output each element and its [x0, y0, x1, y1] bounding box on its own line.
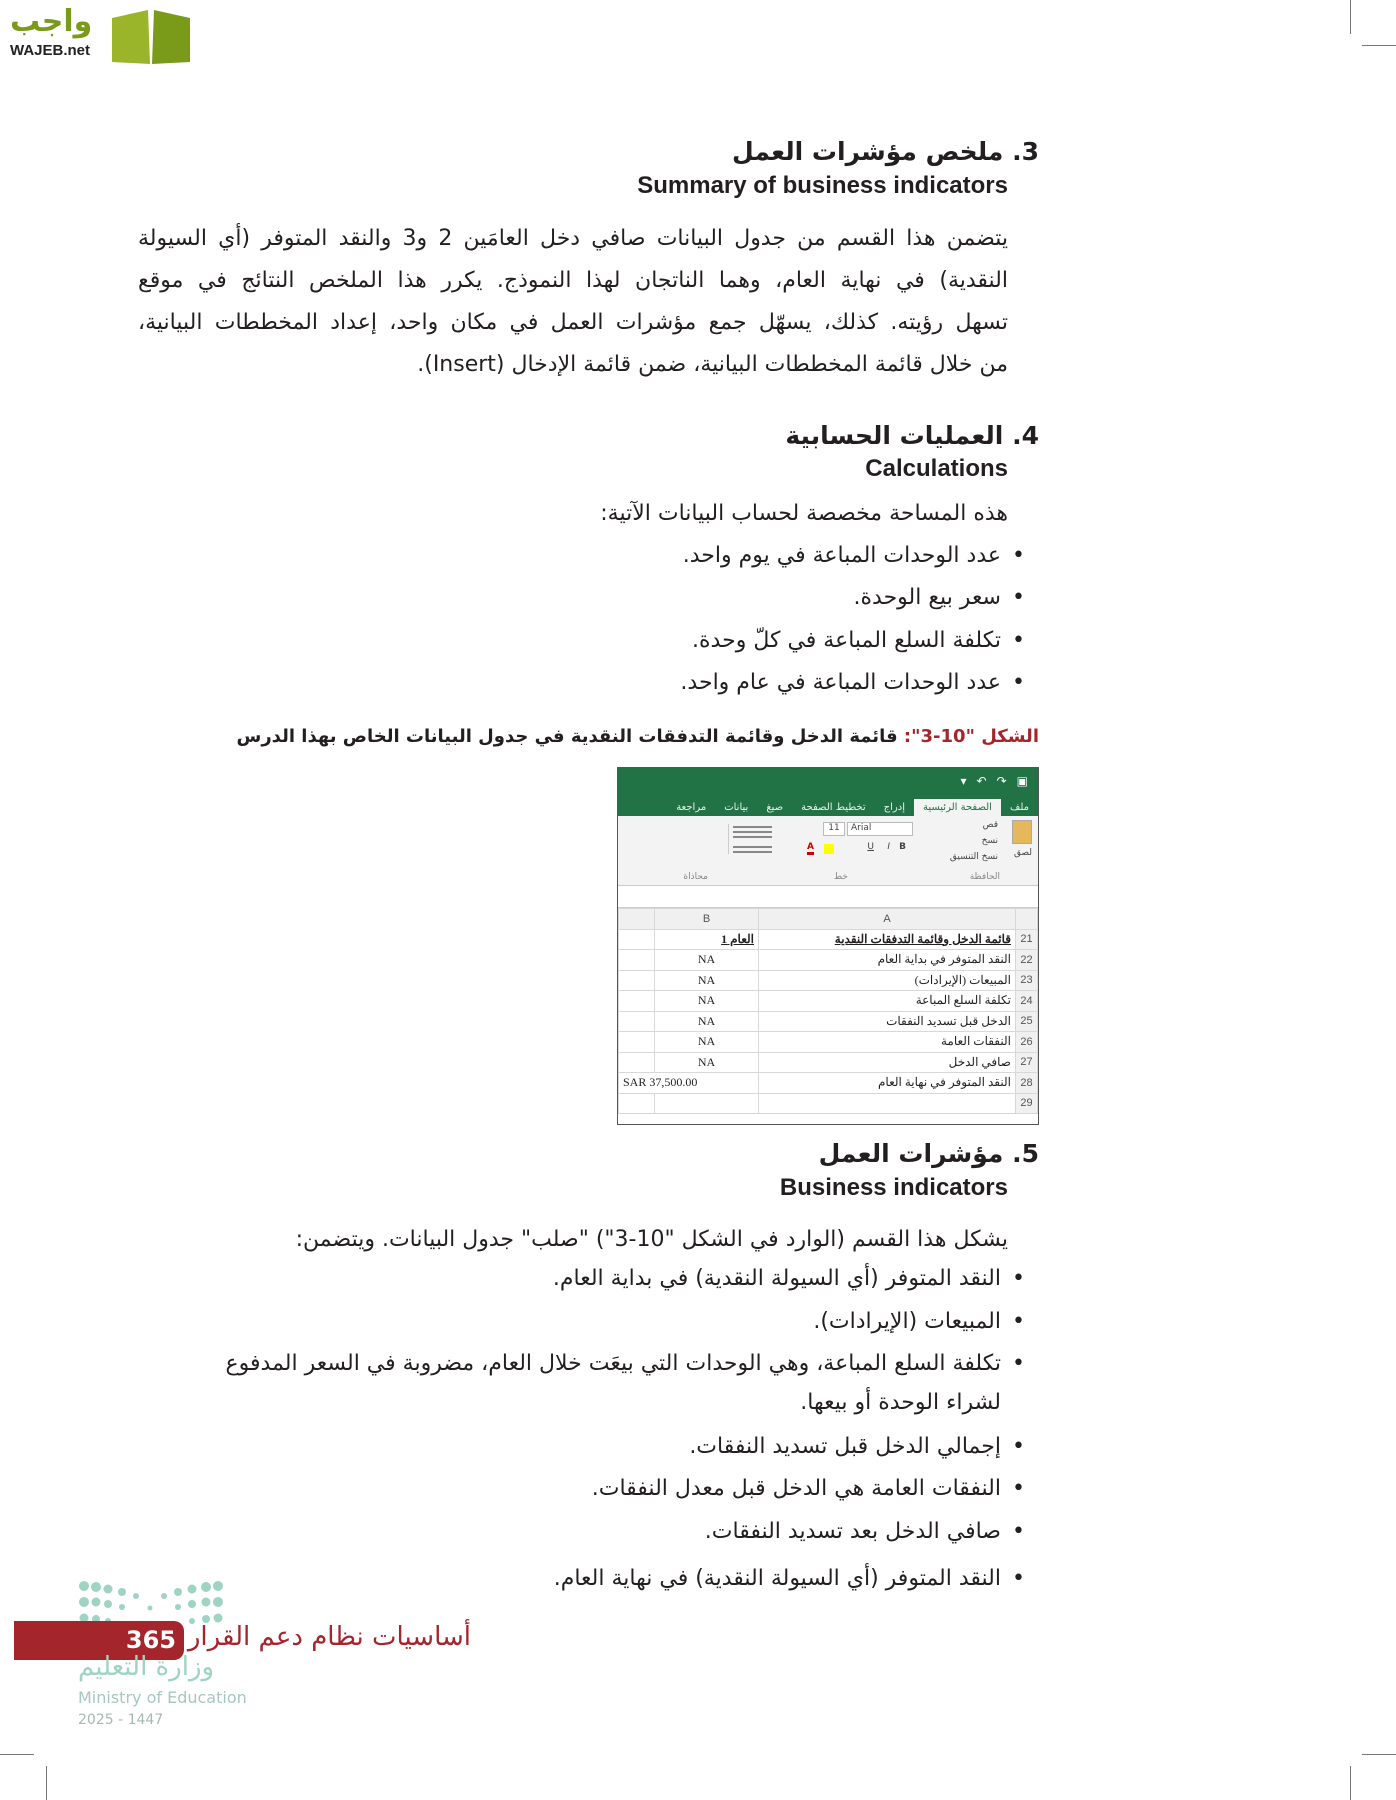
list-item: • صافي الدخل بعد تسديد النفقات. [705, 1519, 1001, 1544]
ribbon-home [618, 816, 1038, 886]
cell-b[interactable]: NA [655, 1032, 759, 1053]
crop-mark [46, 1766, 47, 1800]
cell-b[interactable]: NA [655, 1011, 759, 1032]
font-size-select[interactable]: 11 [823, 822, 845, 836]
save-icon[interactable]: ▣ [1016, 774, 1028, 788]
font-color-icon[interactable]: A [807, 842, 814, 855]
cell-b[interactable]: NA [655, 970, 759, 991]
underline-button[interactable]: U [867, 842, 874, 852]
section4-intro: هذه المساحة مخصصة لحساب البيانات الآتية: [600, 501, 1008, 526]
cell-b[interactable]: NA [655, 991, 759, 1012]
paragraph-line: النقدية) في نهاية العام، وهما الناتجان لهذا النموذج. يكرر هذا الملخص النتائج في موقع [138, 268, 1008, 293]
ministry-name-ar: وزارة التعليم [78, 1652, 215, 1682]
table-row [619, 970, 1038, 991]
list-item: • عدد الوحدات المباعة في عام واحد. [680, 670, 1001, 695]
column-header-a[interactable]: A [759, 909, 1016, 930]
caption-text: قائمة الدخل وقائمة التدفقات النقدية في جدول البيانات الخاص بهذا الدرس [236, 726, 898, 747]
bold-button[interactable]: B [899, 842, 906, 852]
edition-year: 2025 - 1447 [78, 1712, 164, 1728]
cell-a[interactable]: الدخل قبل تسديد النفقات [759, 1011, 1016, 1032]
italic-button[interactable]: I [887, 842, 890, 852]
tab-page-layout[interactable]: تخطيط الصفحة [801, 802, 866, 813]
logo-arabic: واجب [10, 4, 93, 39]
row-number: 29 [1016, 1093, 1038, 1114]
section5-title-ar: 5. مؤشرات العمل [818, 1139, 1039, 1168]
cell-a[interactable]: النفقات العامة [759, 1032, 1016, 1053]
cell-b[interactable] [655, 1093, 759, 1114]
ribbon-tabs [618, 794, 1038, 816]
list-item: • النفقات العامة هي الدخل قبل معدل النفقات. [592, 1476, 1001, 1501]
list-item: • النقد المتوفر (أي السيولة النقدية) في نهاية العام. [554, 1566, 1001, 1591]
paragraph-line: تسهل رؤيته. كذلك، يسهّل جمع مؤشرات العمل في مكان واحد، إعداد المخططات البيانية، [138, 310, 1008, 335]
cell-a[interactable]: صافي الدخل [759, 1052, 1016, 1073]
figure-caption [236, 726, 1039, 747]
tab-insert[interactable]: إدراج [883, 802, 905, 813]
formula-bar[interactable] [618, 886, 1038, 908]
format-painter-button[interactable]: نسخ التنسيق [949, 852, 998, 862]
copy-button[interactable]: نسخ [981, 836, 998, 846]
tab-review[interactable]: مراجعة [676, 802, 707, 813]
tab-formulas[interactable]: صيغ [766, 802, 784, 813]
list-item: • تكلفة السلع المباعة في كلّ وحدة. [692, 628, 1001, 653]
logo-english: WAJEB.net [10, 42, 91, 59]
section4-title-ar: 4. العمليات الحسابية [785, 421, 1039, 450]
row-number: 27 [1016, 1052, 1038, 1073]
cell-a[interactable]: قائمة الدخل وقائمة التدفقات النقدية [759, 929, 1016, 950]
quick-access-toolbar [618, 768, 1038, 794]
list-item: • إجمالي الدخل قبل تسديد النفقات. [689, 1434, 1001, 1459]
crop-mark [1362, 1754, 1396, 1755]
section3-title-ar: 3. ملخص مؤشرات العمل [732, 137, 1039, 166]
row-number: 26 [1016, 1032, 1038, 1053]
table-row [619, 1073, 1038, 1094]
undo-icon[interactable]: ↶ [976, 774, 987, 788]
list-item: • المبيعات (الإيرادات). [813, 1309, 1001, 1334]
paragraph-line: من خلال قائمة المخططات البيانية، ضمن قائمة الإدخال (Insert). [417, 352, 1008, 377]
table-row [619, 950, 1038, 971]
redo-icon[interactable]: ↷ [996, 774, 1007, 788]
table-row [619, 1011, 1038, 1032]
alignment-icons[interactable] [728, 824, 776, 854]
row-number: 21 [1016, 929, 1038, 950]
row-number: 25 [1016, 1011, 1038, 1032]
cell-b[interactable]: SAR 37,500.00 [619, 1073, 759, 1094]
ministry-name-en: Ministry of Education [78, 1688, 247, 1707]
paragraph-line: يتضمن هذا القسم من جدول البيانات صافي دخل العامَين 2 و3 والنقد المتوفر (أي السيولة [138, 226, 1009, 251]
row-number: 24 [1016, 991, 1038, 1012]
cell-b[interactable]: العام 1 [655, 929, 759, 950]
section4-title-en: Calculations [865, 455, 1008, 482]
caption-label: الشكل "10-3": [903, 726, 1039, 747]
table-row [619, 929, 1038, 950]
list-item: • تكلفة السلع المباعة، وهي الوحدات التي بيعَت خلال العام، مضروبة في السعر المدفوع [226, 1351, 1001, 1376]
list-item-continuation: لشراء الوحدة أو بيعها. [800, 1390, 1001, 1415]
table-row [619, 1093, 1038, 1114]
clipboard-group-label: الحافظة [969, 872, 1000, 882]
section3-title-en: Summary of business indicators [637, 172, 1008, 199]
table-row [619, 991, 1038, 1012]
customize-icon[interactable]: ▾ [960, 774, 967, 788]
row-number: 28 [1016, 1073, 1038, 1094]
page-number: 365 [125, 1626, 176, 1654]
book-icon [108, 6, 194, 66]
font-group-label: خط [833, 872, 848, 882]
row-number: 23 [1016, 970, 1038, 991]
section5-title-en: Business indicators [779, 1174, 1008, 1201]
cut-button[interactable]: قص [982, 820, 998, 830]
cell-a[interactable] [759, 1093, 1016, 1114]
wajeb-logo [8, 4, 198, 70]
tab-data[interactable]: بيانات [724, 802, 749, 813]
font-name-select[interactable]: Arial [847, 822, 913, 836]
paste-button[interactable]: لصق [1013, 848, 1032, 858]
cell-b[interactable]: NA [655, 950, 759, 971]
section5-intro: يشكل هذا القسم (الوارد في الشكل "10-3") "صلب" جدول البيانات. ويتضمن: [295, 1227, 1008, 1252]
tab-file[interactable]: ملف [1009, 802, 1029, 813]
table-row [619, 1052, 1038, 1073]
row-number: 22 [1016, 950, 1038, 971]
alignment-group-label: محاذاة [683, 872, 708, 882]
paste-icon[interactable] [1012, 820, 1032, 844]
spreadsheet-grid [618, 908, 1038, 1114]
column-header-b[interactable]: B [655, 909, 759, 930]
cell-b[interactable]: NA [655, 1052, 759, 1073]
list-item: • النقد المتوفر (أي السيولة النقدية) في بداية العام. [553, 1266, 1001, 1291]
excel-screenshot [617, 767, 1039, 1125]
section3-paragraph [138, 218, 1008, 386]
cell-a[interactable]: المبيعات (الإيرادات) [759, 970, 1016, 991]
table-row [619, 1032, 1038, 1053]
crop-mark [0, 1754, 34, 1755]
cell-a[interactable]: النقد المتوفر في نهاية العام [759, 1073, 1016, 1094]
crop-mark [1350, 0, 1351, 34]
crop-mark [1350, 1766, 1351, 1800]
book-title: أساسيات نظام دعم القرار [187, 1622, 471, 1652]
cell-a[interactable]: تكلفة السلع المباعة [759, 991, 1016, 1012]
tab-home[interactable]: الصفحة الرئيسية [914, 799, 1001, 816]
list-item: • عدد الوحدات المباعة في يوم واحد. [683, 543, 1001, 568]
fill-color-icon[interactable] [824, 844, 834, 854]
crop-mark [1362, 45, 1396, 46]
cell-a[interactable]: النقد المتوفر في بداية العام [759, 950, 1016, 971]
list-item: • سعر بيع الوحدة. [854, 585, 1002, 610]
